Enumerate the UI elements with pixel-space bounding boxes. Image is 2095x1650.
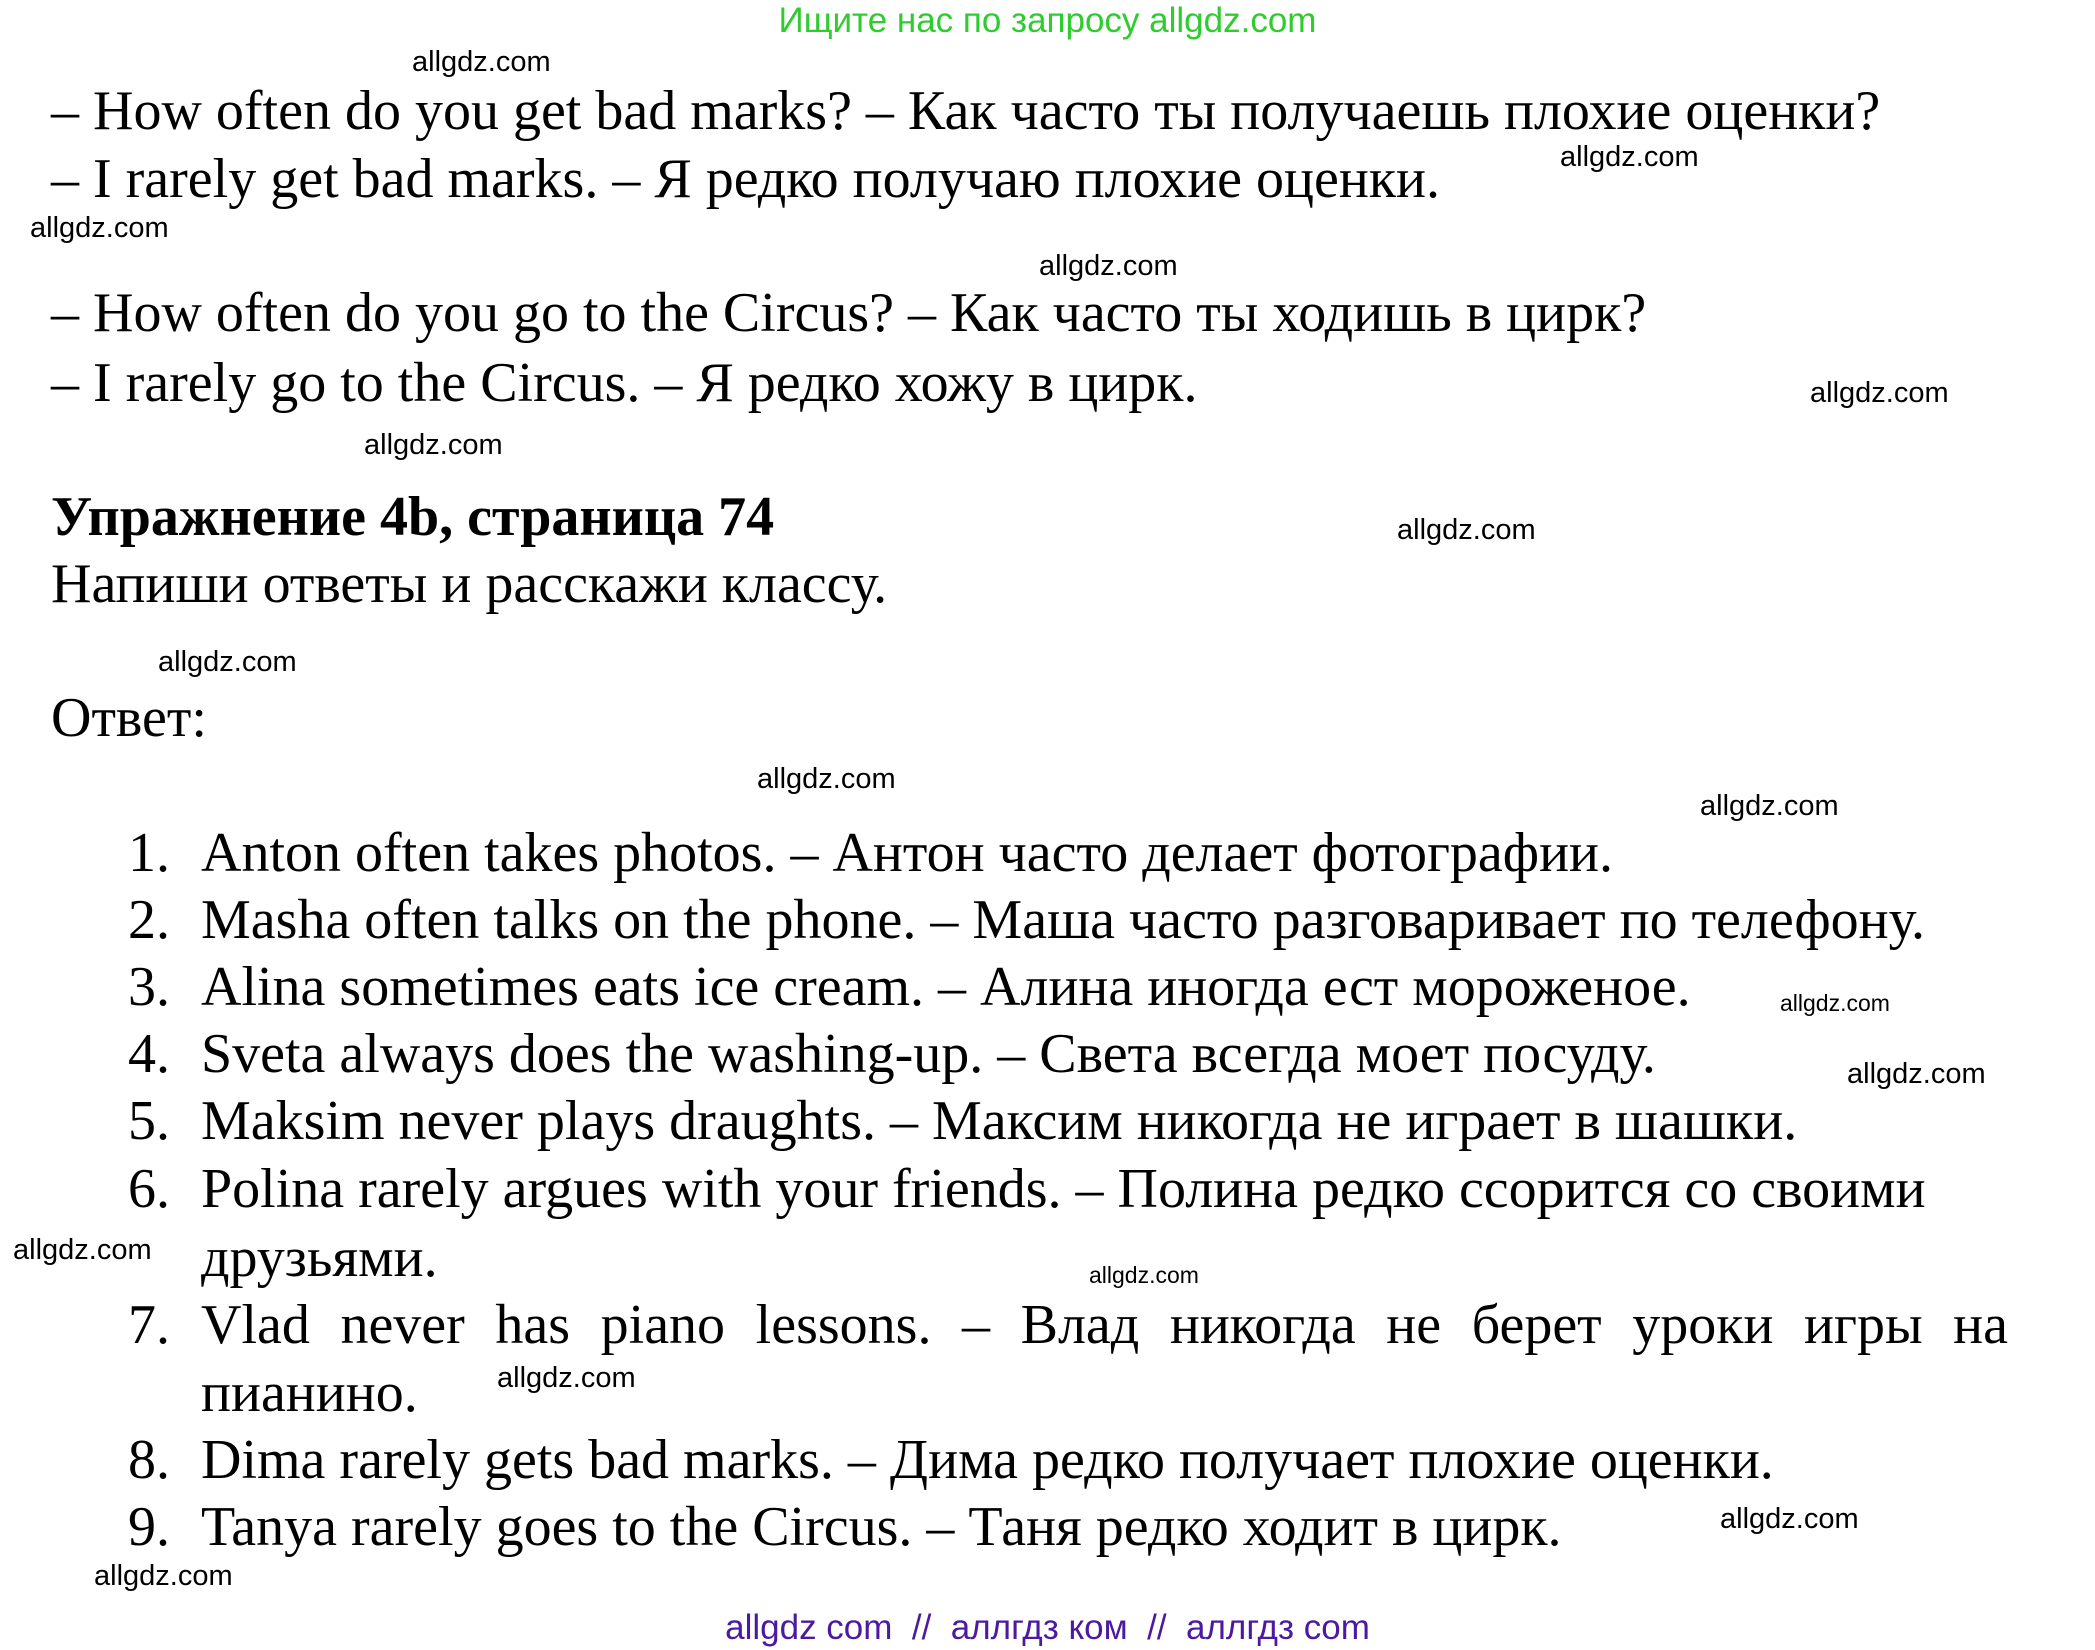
list-number: 3.	[128, 956, 170, 1018]
watermark: allgdz.com	[1780, 990, 1890, 1016]
list-number: 5.	[128, 1090, 170, 1152]
watermark: allgdz.com	[1700, 790, 1839, 822]
dialog-line: – How often do you get bad marks? – Как часто ты получаешь плохие оценки?	[51, 80, 1881, 142]
dialog-line: – I rarely go to the Circus. – Я редко хожу в цирк.	[51, 352, 1198, 414]
watermark: allgdz.com	[1039, 250, 1178, 282]
watermark: allgdz.com	[412, 46, 551, 78]
list-item-continuation: пианино.	[201, 1362, 418, 1424]
list-item-continuation: друзьями.	[201, 1227, 438, 1289]
list-item: Anton often takes photos. – Антон часто делает фотографии.	[201, 822, 1614, 884]
watermark: allgdz.com	[1560, 141, 1699, 173]
watermark: allgdz.com	[94, 1560, 233, 1592]
list-item: Maksim never plays draughts. – Максим никогда не играет в шашки.	[201, 1090, 1798, 1152]
watermark: allgdz.com	[158, 646, 297, 678]
watermark: allgdz.com	[364, 429, 503, 461]
exercise-task: Напиши ответы и расскажи классу.	[51, 553, 888, 615]
watermark: allgdz.com	[1847, 1058, 1986, 1090]
footer-watermark: allgdz com // аллгдз ком // аллгдз com	[725, 1608, 1370, 1647]
list-item: Polina rarely argues with your friends. – Полина редко ссорится со своими	[201, 1158, 1926, 1220]
exercise-title: Упражнение 4b, страница 74	[51, 486, 775, 548]
list-item: Dima rarely gets bad marks. – Дима редко получает плохие оценки.	[201, 1429, 1774, 1491]
list-number: 4.	[128, 1023, 170, 1085]
list-number: 8.	[128, 1429, 170, 1491]
watermark: allgdz.com	[1089, 1262, 1199, 1288]
dialog-line: – How often do you go to the Circus? – Как часто ты ходишь в цирк?	[51, 282, 1647, 344]
answer-label: Ответ:	[51, 687, 207, 749]
list-item: Masha often talks on the phone. – Маша часто разговаривает по телефону.	[201, 889, 1926, 951]
watermark: allgdz.com	[1720, 1503, 1859, 1535]
watermark: allgdz.com	[757, 763, 896, 795]
list-number: 7.	[128, 1294, 170, 1356]
watermark: allgdz.com	[1397, 514, 1536, 546]
list-number: 2.	[128, 889, 170, 951]
list-item: Vlad never has piano lessons. – Влад никогда не берет уроки игры на	[201, 1294, 2008, 1356]
list-number: 1.	[128, 822, 170, 884]
site-search-banner: Ищите нас по запросу allgdz.com	[778, 1, 1317, 40]
list-item: Alina sometimes eats ice cream. – Алина иногда ест мороженое.	[201, 956, 1691, 1018]
dialog-line: – I rarely get bad marks. – Я редко получаю плохие оценки.	[51, 148, 1441, 210]
watermark: allgdz.com	[497, 1362, 636, 1394]
watermark: allgdz.com	[30, 212, 169, 244]
list-item: Tanya rarely goes to the Circus. – Таня редко ходит в цирк.	[201, 1496, 1562, 1558]
list-number: 6.	[128, 1158, 170, 1220]
list-item: Sveta always does the washing-up. – Света всегда моет посуду.	[201, 1023, 1656, 1085]
list-number: 9.	[128, 1496, 170, 1558]
watermark: allgdz.com	[13, 1234, 152, 1266]
watermark: allgdz.com	[1810, 377, 1949, 409]
